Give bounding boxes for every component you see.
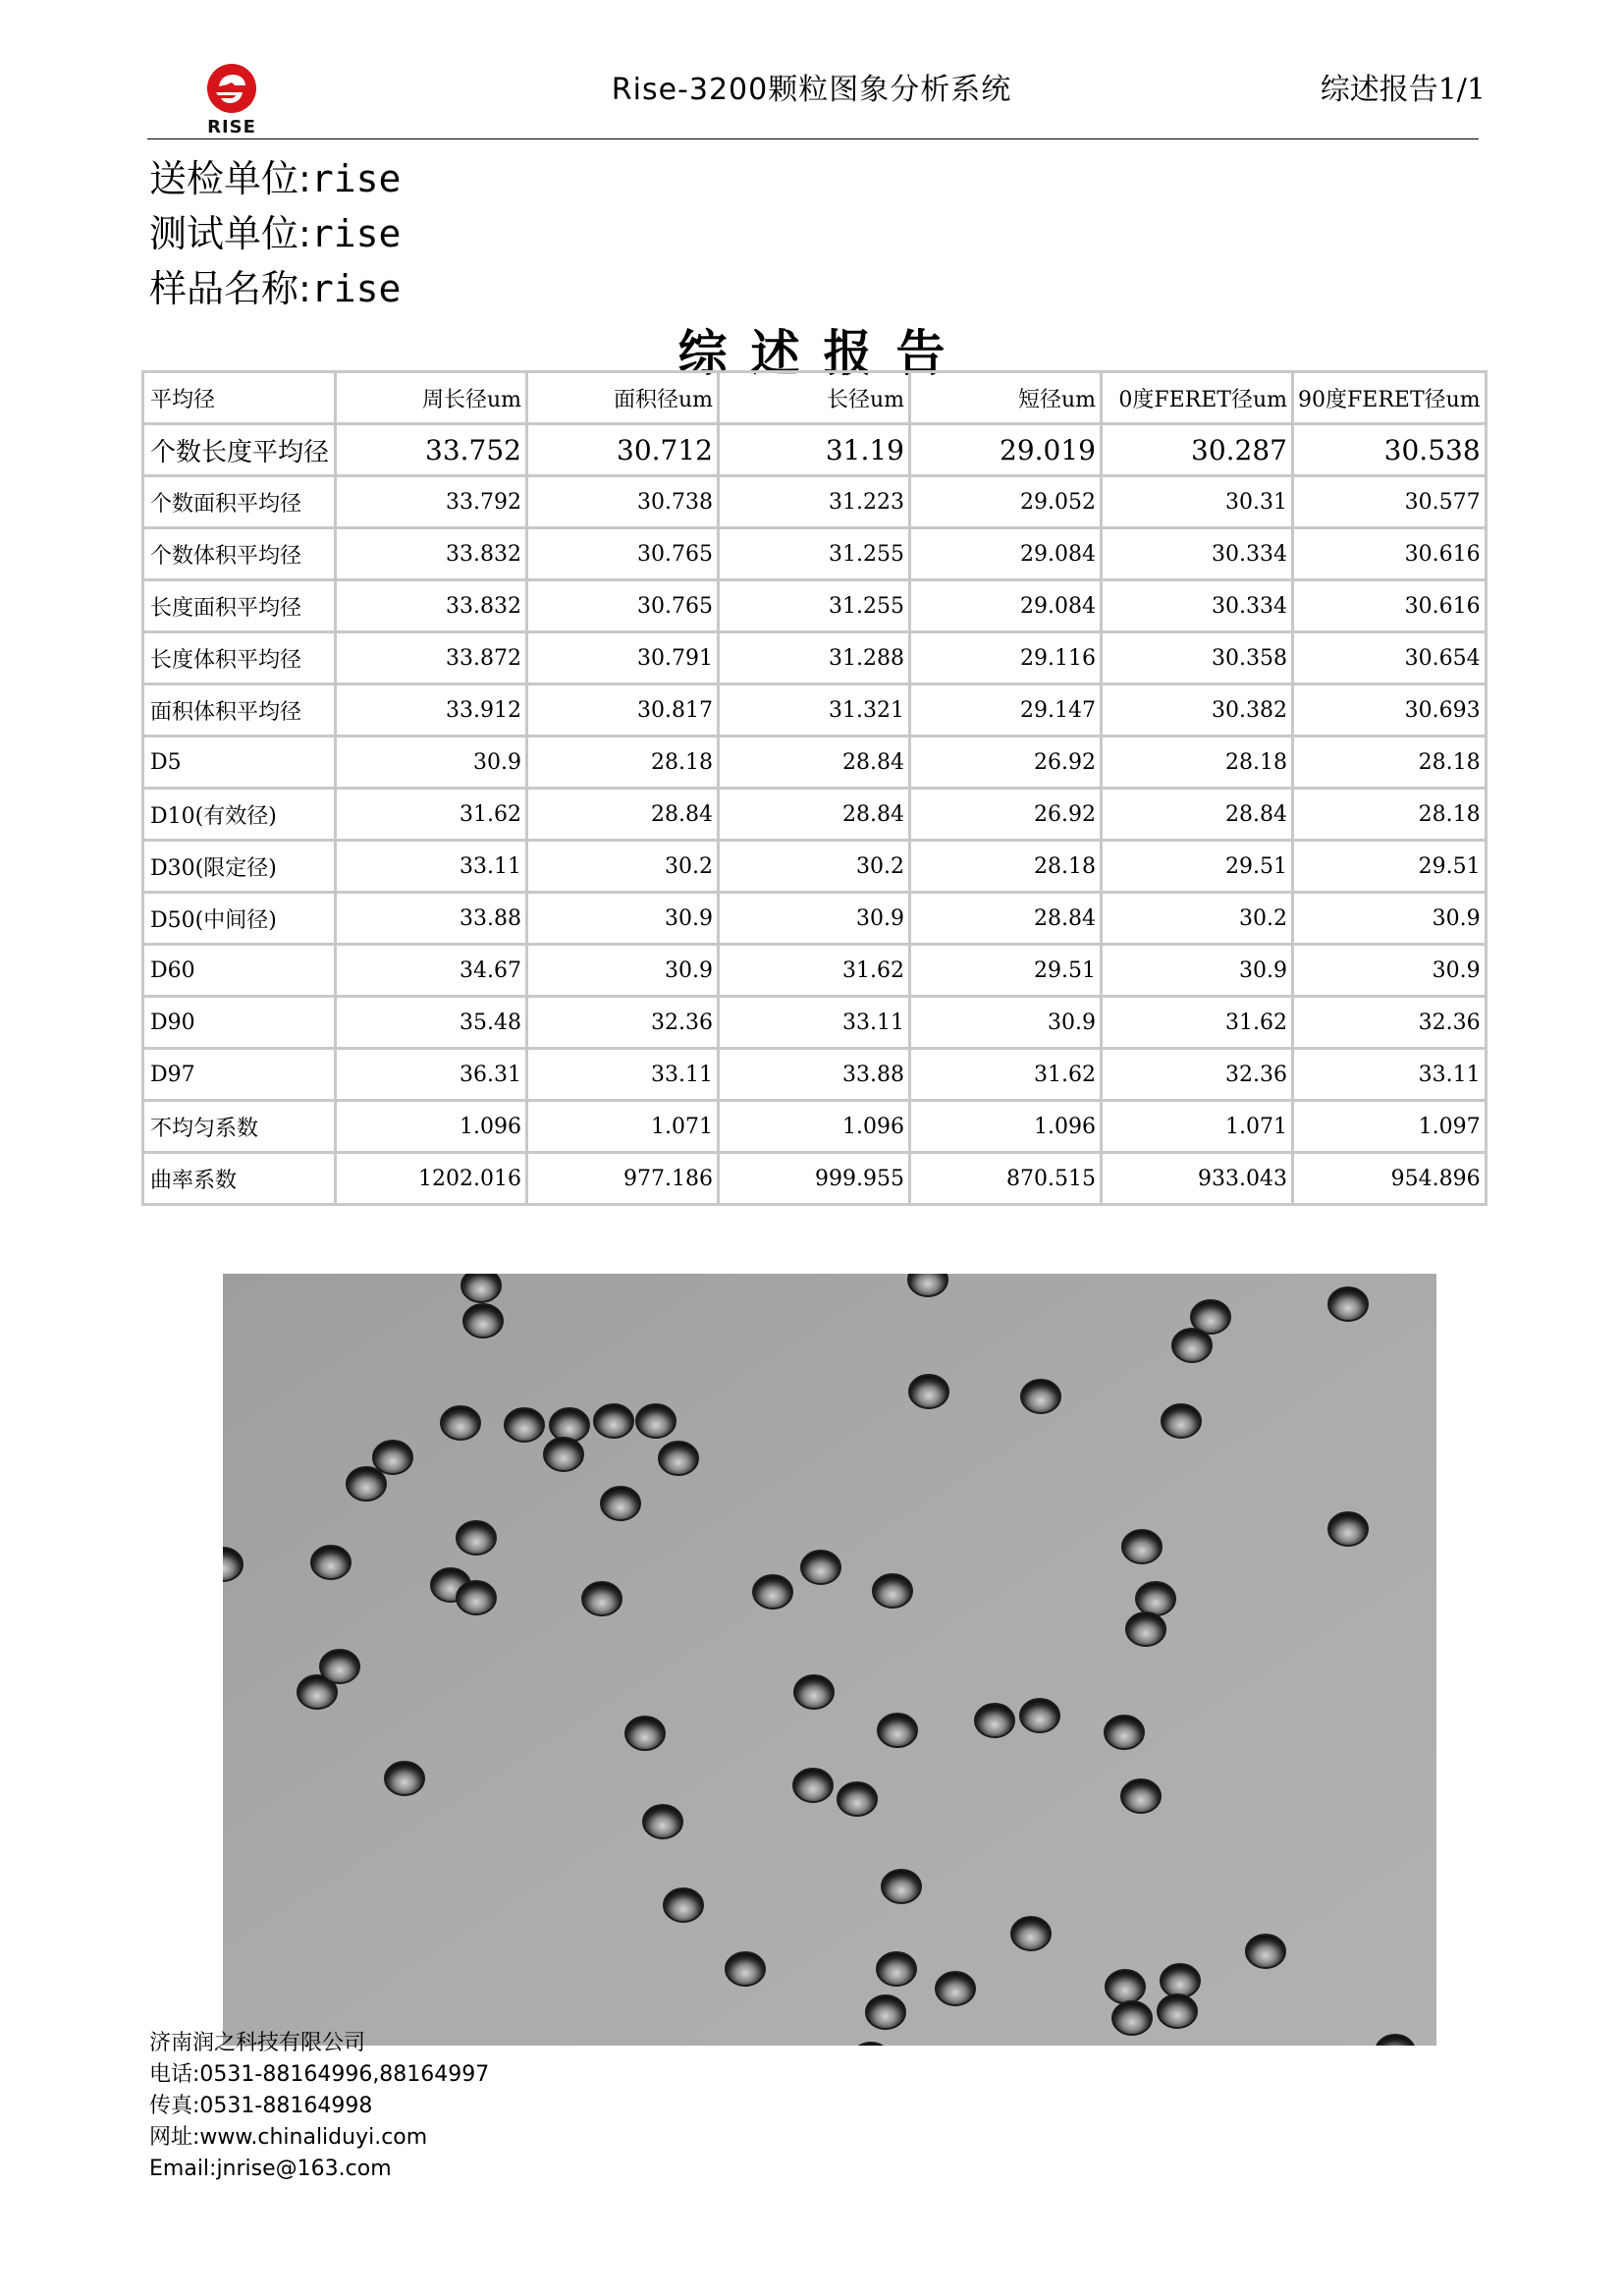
particle <box>1121 1779 1161 1813</box>
particle <box>878 1714 917 1747</box>
value-cell: 30.817 <box>527 684 719 737</box>
value-cell: 29.052 <box>910 476 1102 528</box>
value-cell: 33.88 <box>336 893 527 945</box>
value-cell: 30.765 <box>527 580 719 632</box>
value-cell: 30.9 <box>527 945 719 997</box>
particle <box>1328 1287 1368 1321</box>
particle <box>659 1442 698 1475</box>
table-header-cell: 短径um <box>910 372 1102 424</box>
particle <box>582 1582 622 1615</box>
value-cell: 30.693 <box>1293 684 1487 737</box>
particle <box>463 1304 503 1338</box>
particle <box>664 1888 703 1922</box>
particle <box>347 1467 386 1501</box>
value-cell: 1.071 <box>527 1101 719 1153</box>
table-row <box>143 893 1487 945</box>
particle <box>320 1650 359 1683</box>
row-label: 个数长度平均径 <box>143 424 336 476</box>
table-header-cell: 长径um <box>719 372 910 424</box>
value-cell: 33.88 <box>719 1049 910 1101</box>
value-cell: 33.872 <box>336 632 527 684</box>
value-cell: 29.116 <box>910 632 1102 684</box>
row-label: 长度面积平均径 <box>143 580 336 632</box>
value-cell: 31.223 <box>719 476 910 528</box>
info-value: rise <box>310 212 402 255</box>
particle <box>636 1404 676 1438</box>
value-cell: 30.577 <box>1293 476 1487 528</box>
value-cell: 28.84 <box>910 893 1102 945</box>
value-cell: 29.51 <box>1293 841 1487 893</box>
value-cell: 1.071 <box>1102 1101 1293 1153</box>
value-cell: 33.11 <box>527 1049 719 1101</box>
value-cell: 30.616 <box>1293 528 1487 580</box>
row-label: 面积体积平均径 <box>143 684 336 737</box>
particle <box>753 1575 792 1609</box>
value-cell: 31.62 <box>336 789 527 841</box>
value-cell: 870.515 <box>910 1153 1102 1205</box>
particle <box>1172 1329 1212 1362</box>
value-cell: 26.92 <box>910 737 1102 789</box>
value-cell: 29.084 <box>910 580 1102 632</box>
value-cell: 30.654 <box>1293 632 1487 684</box>
value-cell: 30.2 <box>719 841 910 893</box>
particle <box>1020 1699 1059 1732</box>
value-cell: 31.255 <box>719 580 910 632</box>
particle <box>1112 2001 1152 2035</box>
footer-phone: 电话:0531-88164996,88164997 <box>149 2062 490 2087</box>
value-cell: 30.287 <box>1102 424 1293 476</box>
value-cell: 31.62 <box>1102 997 1293 1049</box>
table-header-row <box>143 372 1487 424</box>
table-row <box>143 945 1487 997</box>
value-cell: 1.096 <box>336 1101 527 1153</box>
particle <box>1105 1716 1144 1749</box>
value-cell: 31.321 <box>719 684 910 737</box>
table-row <box>143 1101 1487 1153</box>
row-label: D97 <box>143 1049 336 1101</box>
value-cell: 30.31 <box>1102 476 1293 528</box>
value-cell: 999.955 <box>719 1153 910 1205</box>
value-cell: 34.67 <box>336 945 527 997</box>
value-cell: 31.288 <box>719 632 910 684</box>
info-testing-unit <box>149 210 401 257</box>
value-cell: 29.51 <box>1102 841 1293 893</box>
value-cell: 33.832 <box>336 528 527 580</box>
value-cell: 30.358 <box>1102 632 1293 684</box>
particle <box>909 1375 948 1408</box>
table-header-cell: 平均径 <box>143 372 336 424</box>
particle <box>625 1717 665 1750</box>
value-cell: 33.11 <box>1293 1049 1487 1101</box>
particle <box>1161 1964 1200 1997</box>
value-cell: 1.097 <box>1293 1101 1487 1153</box>
particle <box>838 1782 877 1816</box>
value-cell: 29.019 <box>910 424 1102 476</box>
particle <box>457 1521 496 1555</box>
value-cell: 33.832 <box>336 580 527 632</box>
report-title: 综述报告 <box>677 325 969 382</box>
particle <box>373 1441 412 1474</box>
particle <box>594 1404 633 1438</box>
value-cell: 30.765 <box>527 528 719 580</box>
table-row <box>143 632 1487 684</box>
value-cell: 1.096 <box>910 1101 1102 1153</box>
row-label: D5 <box>143 737 336 789</box>
value-cell: 31.62 <box>910 1049 1102 1101</box>
value-cell: 28.84 <box>1102 789 1293 841</box>
info-label: 送检单位: <box>149 157 311 200</box>
value-cell: 32.36 <box>1102 1049 1293 1101</box>
particle <box>311 1546 351 1579</box>
table-header-cell: 90度FERET径um <box>1293 372 1487 424</box>
particle <box>873 1574 912 1608</box>
particle <box>505 1408 544 1442</box>
value-cell: 977.186 <box>527 1153 719 1205</box>
particle <box>461 1274 501 1302</box>
particle <box>544 1438 583 1471</box>
value-cell: 30.712 <box>527 424 719 476</box>
row-label: D30(限定径) <box>143 841 336 893</box>
row-label: 不均匀系数 <box>143 1101 336 1153</box>
particle <box>936 1972 975 2005</box>
footer-email: Email:jnrise@163.com <box>149 2157 392 2181</box>
table-row <box>143 997 1487 1049</box>
footer-website: 网址:www.chinaliduyi.com <box>149 2125 428 2150</box>
table-row <box>143 789 1487 841</box>
value-cell: 36.31 <box>336 1049 527 1101</box>
header-divider <box>147 138 1479 139</box>
table-row <box>143 528 1487 580</box>
row-label: D10(有效径) <box>143 789 336 841</box>
value-cell: 30.382 <box>1102 684 1293 737</box>
table-row <box>143 476 1487 528</box>
particle <box>794 1675 834 1709</box>
particle <box>1158 1995 1197 2028</box>
particle <box>1021 1380 1060 1413</box>
value-cell: 30.791 <box>527 632 719 684</box>
particle <box>601 1487 640 1520</box>
value-cell: 30.334 <box>1102 528 1293 580</box>
particle <box>1246 1935 1285 1968</box>
table-row <box>143 580 1487 632</box>
particle <box>457 1581 496 1614</box>
value-cell: 29.51 <box>910 945 1102 997</box>
particle <box>975 1704 1014 1737</box>
row-label: D90 <box>143 997 336 1049</box>
value-cell: 28.84 <box>719 737 910 789</box>
particle <box>385 1762 424 1795</box>
table-row <box>143 1153 1487 1205</box>
particle <box>1136 1582 1175 1615</box>
value-cell: 35.48 <box>336 997 527 1049</box>
value-cell: 33.792 <box>336 476 527 528</box>
info-value: rise <box>310 157 402 200</box>
row-label: 个数体积平均径 <box>143 528 336 580</box>
info-value: rise <box>310 267 402 310</box>
value-cell: 28.18 <box>1293 789 1487 841</box>
particle-micrograph <box>223 1274 1436 2046</box>
value-cell: 32.36 <box>1293 997 1487 1049</box>
header-page-label: 综述报告1/1 <box>1320 73 1486 107</box>
value-cell: 30.9 <box>1293 945 1487 997</box>
row-label: 曲率系数 <box>143 1153 336 1205</box>
value-cell: 30.2 <box>527 841 719 893</box>
table-row <box>143 1049 1487 1101</box>
value-cell: 28.18 <box>1293 737 1487 789</box>
info-label: 样品名称: <box>149 267 311 310</box>
value-cell: 30.738 <box>527 476 719 528</box>
row-label: 个数面积平均径 <box>143 476 336 528</box>
value-cell: 30.9 <box>1102 945 1293 997</box>
particle <box>1122 1530 1162 1563</box>
value-cell: 33.11 <box>719 997 910 1049</box>
value-cell: 30.9 <box>910 997 1102 1049</box>
logo-text: RISE <box>207 117 256 136</box>
value-cell: 33.752 <box>336 424 527 476</box>
table-header-cell: 面积径um <box>527 372 719 424</box>
value-cell: 28.18 <box>527 737 719 789</box>
value-cell: 30.9 <box>527 893 719 945</box>
table-row <box>143 737 1487 789</box>
value-cell: 31.255 <box>719 528 910 580</box>
value-cell: 933.043 <box>1102 1153 1293 1205</box>
value-cell: 32.36 <box>527 997 719 1049</box>
particle <box>1106 1970 1145 2003</box>
table-row <box>143 841 1487 893</box>
footer-company: 济南润之科技有限公司 <box>149 2031 366 2055</box>
value-cell: 26.92 <box>910 789 1102 841</box>
particle <box>866 1995 905 2029</box>
footer-fax: 传真:0531-88164998 <box>149 2094 373 2118</box>
value-cell: 30.9 <box>1293 893 1487 945</box>
particle <box>877 1952 916 1986</box>
table-row <box>143 424 1487 476</box>
value-cell: 33.11 <box>336 841 527 893</box>
value-cell: 29.084 <box>910 528 1102 580</box>
particle <box>793 1769 833 1802</box>
table-body <box>143 372 1487 1205</box>
value-cell: 30.2 <box>1102 893 1293 945</box>
table-row <box>143 684 1487 737</box>
particle <box>882 1870 921 1903</box>
value-cell: 30.334 <box>1102 580 1293 632</box>
row-label: D50(中间径) <box>143 893 336 945</box>
info-label: 测试单位: <box>149 212 311 255</box>
value-cell: 30.616 <box>1293 580 1487 632</box>
value-cell: 30.9 <box>336 737 527 789</box>
value-cell: 30.538 <box>1293 424 1487 476</box>
value-cell: 28.18 <box>910 841 1102 893</box>
value-cell: 1.096 <box>719 1101 910 1153</box>
value-cell: 31.19 <box>719 424 910 476</box>
value-cell: 28.84 <box>527 789 719 841</box>
value-cell: 30.9 <box>719 893 910 945</box>
value-cell: 28.84 <box>719 789 910 841</box>
info-submitting-unit <box>149 155 401 202</box>
particle <box>1011 1917 1051 1950</box>
value-cell: 28.18 <box>1102 737 1293 789</box>
value-cell: 33.912 <box>336 684 527 737</box>
particle <box>1328 1512 1368 1546</box>
particle <box>801 1551 840 1584</box>
value-cell: 31.62 <box>719 945 910 997</box>
particle <box>441 1406 480 1440</box>
table-header-cell: 周长径um <box>336 372 527 424</box>
value-cell: 1202.016 <box>336 1153 527 1205</box>
row-label: D60 <box>143 945 336 997</box>
summary-table <box>141 370 1488 1206</box>
particle <box>1162 1404 1201 1438</box>
value-cell: 954.896 <box>1293 1153 1487 1205</box>
micrograph-background <box>223 1274 1436 2046</box>
particle <box>643 1805 682 1838</box>
particle <box>726 1952 765 1986</box>
table-header-cell: 0度FERET径um <box>1102 372 1293 424</box>
header-title: Rise-3200颗粒图象分析系统 <box>611 73 1012 107</box>
value-cell: 29.147 <box>910 684 1102 737</box>
particle <box>1126 1613 1165 1646</box>
info-sample-name <box>149 265 401 312</box>
row-label: 长度体积平均径 <box>143 632 336 684</box>
particle <box>550 1408 589 1442</box>
